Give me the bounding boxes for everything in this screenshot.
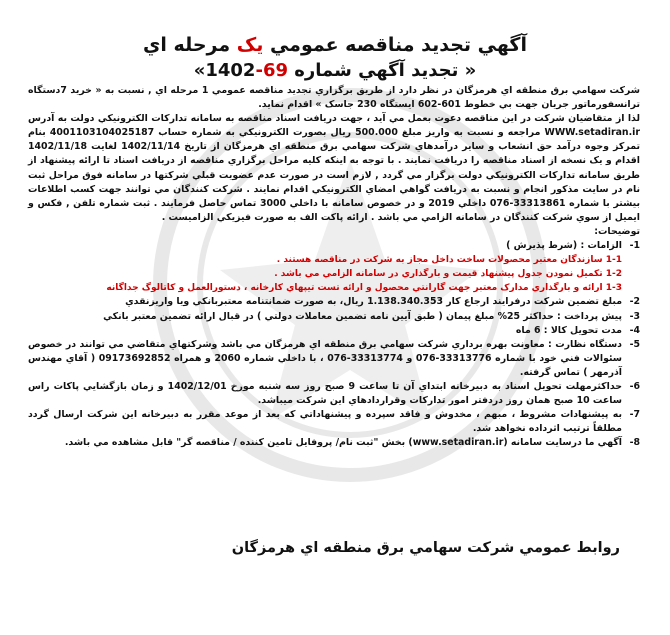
note-item xyxy=(28,253,640,267)
note-item xyxy=(28,310,640,324)
note-text: به پيشنهادات مشروط ، مبهم ، مخدوش و فاقد سپرده و پيشنهاداتي که بعد از موعد مقرر به دبيرخانه اين شرکت ارسال گردد مطلقاً ترتيب اثرداده نخواهد شد. xyxy=(28,409,622,435)
note-text: مدت تحويل کالا : 6 ماه xyxy=(515,324,622,336)
note-item xyxy=(28,324,640,338)
announcement-body xyxy=(28,84,640,450)
note-text: مبلغ تضمين شرکت درفرايند ارجاع کار 1.138.340.353 ريال، به صورت ضمانتنامه معتبربانکي ويا واريزنقدي xyxy=(125,296,622,308)
notes-list xyxy=(28,239,640,450)
note-number: 7- xyxy=(629,409,640,421)
note-item xyxy=(28,338,640,380)
note-number: 3- xyxy=(629,310,640,322)
intro-paragraph-2: لذا از متقاضيان شرکت در اين مناقصه دعوت بعمل مي آيد ، جهت دريافت اسناد مناقصه به سامانه تدارکات الکترونيکي دولت به آدرس WWW.setadiran.ir مراجعه و نسبت به واريز مبلغ 500.000 ريال بصورت الکترونيکي به شماره حساب 4001103104025187 بنام تمرکز وجوه درآمد حق انشعاب و ساير درآمدهاي شرکت سهامي برق منطقه اي هرمزگان از تاريخ 1402/11/14 لغايت 1402/11/18 اقدام و يک نسخه از اسناد مناقصه را دريافت نمايند . با توجه به اينکه کليه مراحل برگزاري مناقصه از دريافت اسناد تا ارائه پيشنهاد از طريق سامانه تدارکات الکترونيکي دولت برگزار مي گردد , لازم است در صورت عدم عضويت قبلي شرکتها در سامانه فوق مراحل ثبت نام در سايت مذکور انجام و نسبت به دريافت گواهي امضاي الکترونيکي اقدام نمايند . شرکت کنندگان مي توانند جهت کسب اطلاعات بيشتر با شماره 33313861-076 داخلي 2019 و در خصوص سامانه با داخلي 3000 تماس حاصل فرمايند . ثبت شماره تلفن , فکس و ايميل از سوي شرکت کنندگان در سامانه الزامي مي باشد . ارائه پاکت الف به صورت فيزيکي الزاميست . xyxy=(28,113,640,223)
note-text: آگهي ما درسايت سامانه (www.setadiran.ir) بخش "ثبت نام/ پروفايل تامين کننده / مناقصه گر" قابل مشاهده مي باشد. xyxy=(64,437,622,449)
note-number: 2- xyxy=(629,296,640,308)
footer-signature: روابط عمومي شرکت سهامي برق منطقه اي هرمزگان xyxy=(231,540,620,556)
note-item xyxy=(28,267,640,281)
subtitle-text-red: 69- xyxy=(255,60,289,81)
note-text: حداکثرمهلت تحويل اسناد به دبيرخانه ابتداي آن تا ساعت 9 صبح روز سه شنبه مورخ 1402/12/01 و زمان بازگشايي پاکات راس ساعت 10 صبح همان روز دردفتر امور تدارکات وقراردادهاي اين شرکت ميباشد. xyxy=(28,380,622,407)
title-text-red: يک xyxy=(236,34,264,56)
note-text: پيش پرداخت : حداکثر 25% مبلغ پيمان ( طبق آيين نامه تضمين معاملات دولتي ) در قبال ارائه تضمين معتبر بانکي xyxy=(103,310,622,322)
notes-label: توضيحات: xyxy=(594,225,640,237)
note-item xyxy=(28,408,640,436)
note-text: 1-1 سازندگان معتبر محصولات ساخت داخل مجاز به شرکت در مناقصه هستند . xyxy=(276,255,622,266)
subtitle-text-b: 1402» xyxy=(193,60,256,81)
note-item xyxy=(28,295,640,309)
note-number: 6- xyxy=(629,380,640,392)
note-number: 4- xyxy=(629,324,640,336)
note-number: 8- xyxy=(629,437,640,449)
note-text: 1-3 ارائه و بارگذاري مدارک معتبر جهت گارانتي محصول و ارائه تست تيپهاي کارخانه ، دستورالعمل و کاتالوگ جداگانه xyxy=(106,283,622,294)
title-text-b: مرحله اي xyxy=(143,34,231,56)
title-line-1 xyxy=(0,34,670,56)
intro-paragraph-1: شرکت سهامي برق منطقه اي هرمزگان در نظر دارد از طريق برگزاري تجديد مناقصه عمومي 1 مرحله اي , نسبت به « خريد 7دستگاه ترانسفورماتور جريان جهت بي خطوط 601-602 ايستگاه 230 جاسک » اقدام نمايد. xyxy=(28,85,640,111)
subtitle-text-a: « تجديد آگهي شماره xyxy=(294,60,477,81)
note-number: 1- xyxy=(629,240,640,252)
note-item xyxy=(28,239,640,253)
note-text: دستگاه نظارت : معاونت بهره برداري شرکت سهامي برق منطقه اي هرمزگان مي باشد وشرکتهاي متقاضي مي توانند در خصوص سئوالات فني خود با شماره 33313776-076 و 33313774-076 ، با داخلي شماره 2060 و همراه 09173692852 ( آقاي مهندس آذرمهر ) تماس گرفته. xyxy=(28,338,622,378)
note-number: 5- xyxy=(629,338,640,350)
title-line-2 xyxy=(0,60,670,81)
note-item xyxy=(28,281,640,295)
title-text-a: آگهي تجديد مناقصه عمومي xyxy=(269,34,527,56)
note-text: الزامات : (شرط پذيرش ) xyxy=(506,240,622,252)
note-text: 1-2 تکميل نمودن جدول پيشنهاد قيمت و بارگذاري در سامانه الزامي مي باشد . xyxy=(274,269,622,280)
note-item xyxy=(28,436,640,450)
note-item xyxy=(28,380,640,408)
